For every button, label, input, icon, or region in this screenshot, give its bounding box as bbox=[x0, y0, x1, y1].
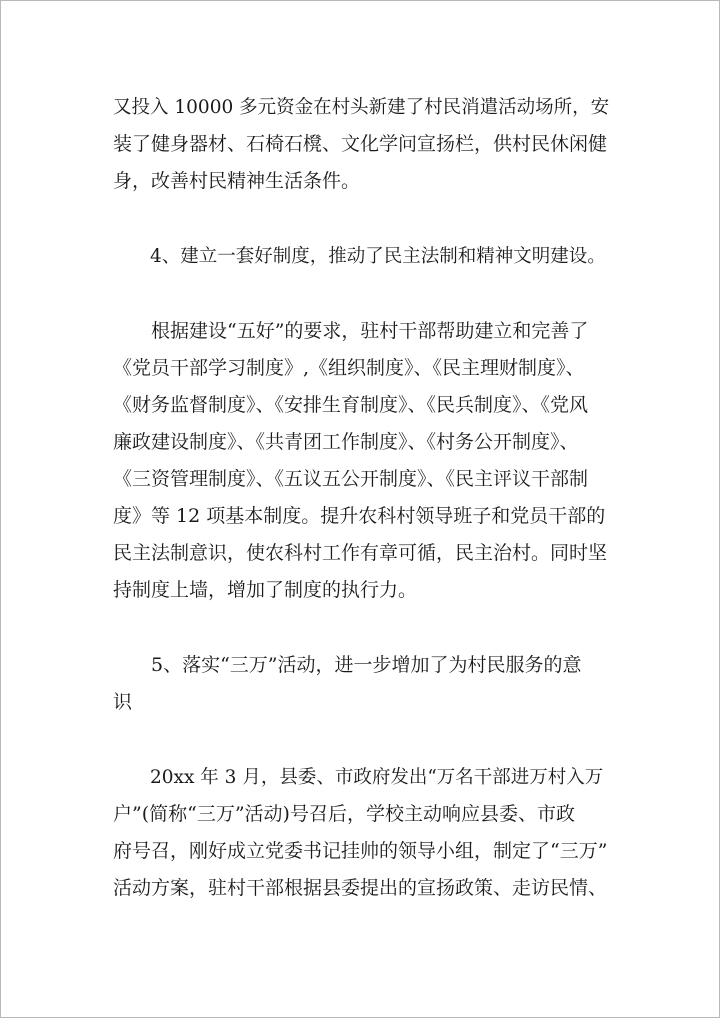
text-line: 《三资管理制度》、《五议五公开制度》、《民主评议干部制 bbox=[113, 468, 589, 490]
paragraph-regulations bbox=[113, 313, 613, 609]
section-heading-4 bbox=[113, 238, 613, 275]
text-line: 《党员干部学习制度》,《组织制度》、《民主理财制度》、 bbox=[113, 357, 585, 379]
paragraph-activity-venue bbox=[113, 89, 613, 200]
text-line: 活动方案，驻村干部根据县委提出的宣扬政策、走访民情、 bbox=[113, 877, 608, 899]
text-line: 府号召，刚好成立党委书记挂帅的领导小组，制定了“三万” bbox=[113, 840, 608, 862]
text-line: 户”(简称“三万”活动)号召后，学校主动响应县委、市政 bbox=[113, 803, 575, 825]
text-line: 20xx 年 3 月，县委、市政府发出“万名干部进万村入万 bbox=[113, 767, 604, 788]
text-line: 根据建设“五好”的要求，驻村干部帮助建立和完善了 bbox=[113, 320, 589, 342]
text-line: 身，改善村民精神生活条件。 bbox=[113, 170, 361, 192]
text-line: 装了健身器材、石椅石櫈、文化学问宣扬栏，供村民休闲健 bbox=[113, 133, 608, 155]
text-line: 又投入 10000 多元资金在村头新建了村民消遣活动场所，安 bbox=[113, 97, 610, 118]
text-line: 4、建立一套好制度，推动了民主法制和精神文明建设。 bbox=[113, 246, 606, 267]
text-line: 民主法制意识，使农科村工作有章可循，民主治村。同时坚 bbox=[113, 542, 608, 564]
text-line: 度》等 12 项基本制度。提升农科村领导班子和党员干部的 bbox=[113, 505, 606, 527]
text-line: 持制度上墙，增加了制度的执行力。 bbox=[113, 579, 418, 601]
paragraph-spacer bbox=[113, 609, 613, 647]
text-line: 5、落实“三万”活动，进一步增加了为村民服务的意 bbox=[113, 654, 582, 676]
text-line: 识 bbox=[113, 691, 133, 713]
paragraph-spacer bbox=[113, 721, 613, 759]
text-line: 《财务监督制度》、《安排生育制度》、《民兵制度》、《党风 bbox=[113, 394, 589, 416]
paragraph-spacer bbox=[113, 275, 613, 313]
text-line: 廉政建设制度》、《共青团工作制度》、《村务公开制度》、 bbox=[113, 431, 579, 453]
section-heading-5 bbox=[113, 647, 613, 721]
document-body bbox=[113, 89, 613, 907]
paragraph-spacer bbox=[113, 200, 613, 238]
paragraph-three-wan-campaign bbox=[113, 759, 613, 907]
